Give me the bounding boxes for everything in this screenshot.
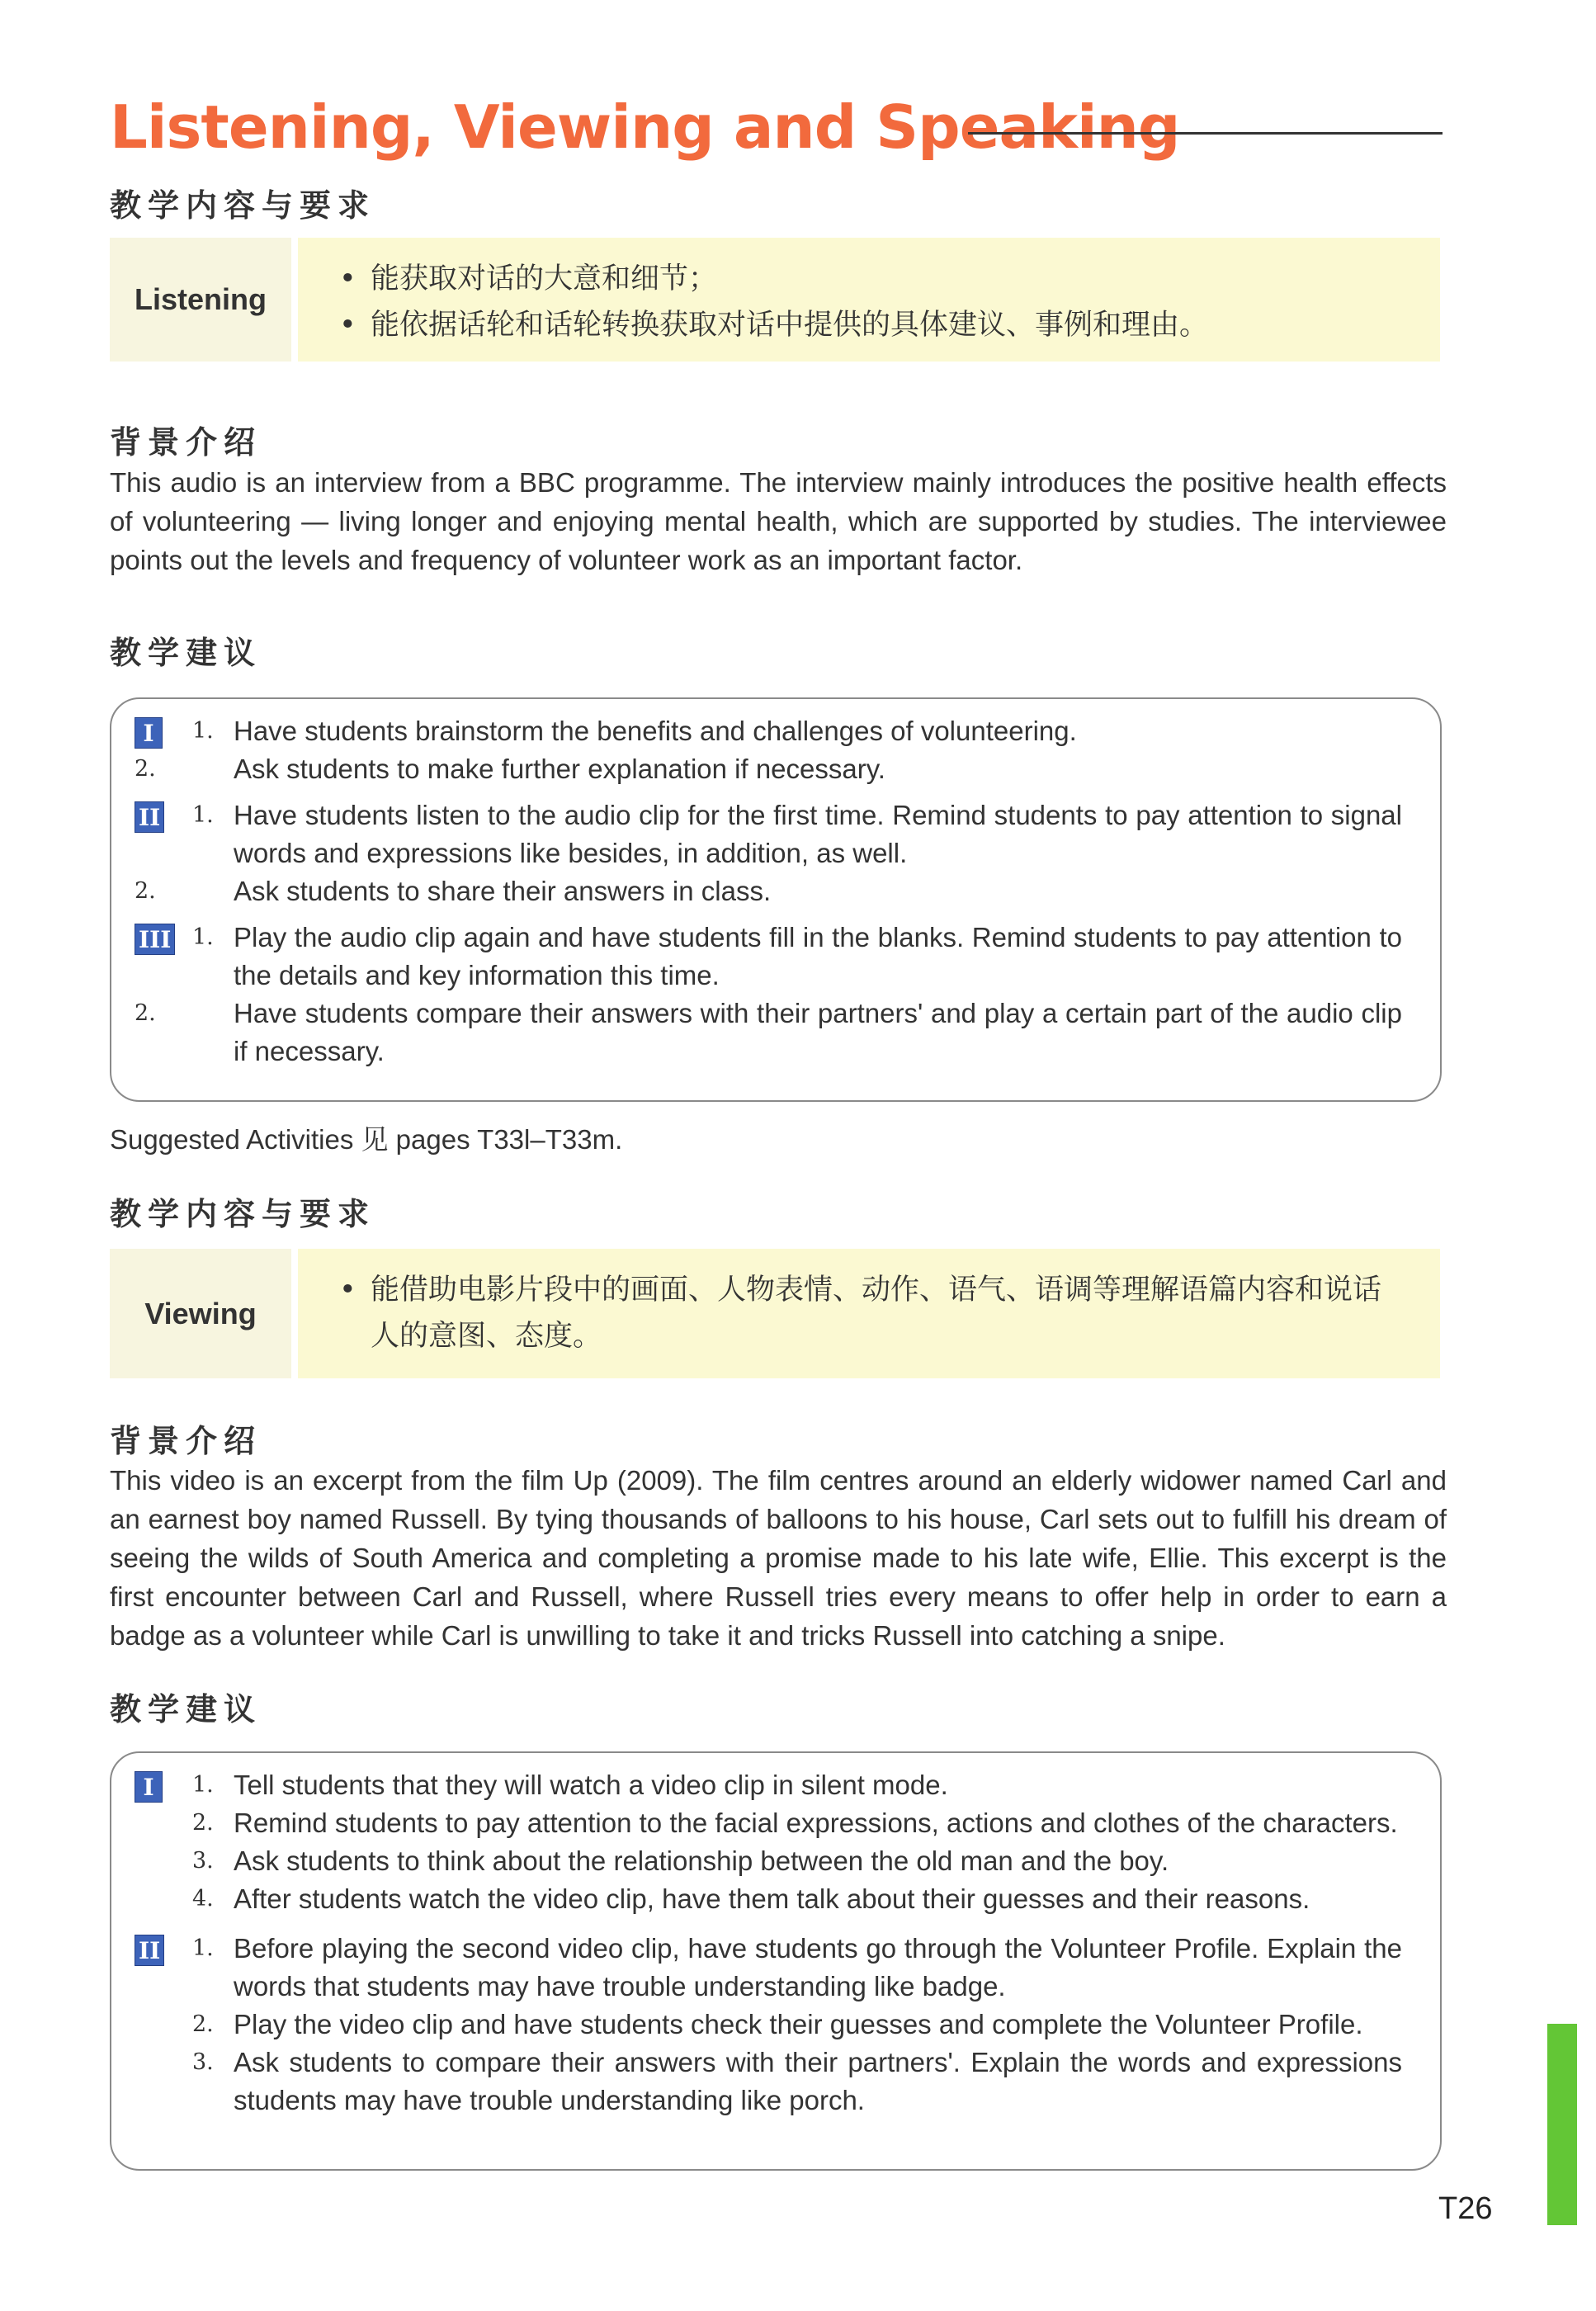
- section-tab-marker: [1547, 2024, 1577, 2225]
- viewing-requirements-table: [110, 1249, 1440, 1378]
- listening-requirements-table: [110, 238, 1440, 362]
- step-item: [192, 796, 1402, 872]
- step-text: Play the video clip and have students check their guesses and complete the Volunteer Profile.: [234, 2009, 1363, 2039]
- step-item: [192, 2006, 1402, 2044]
- listening-sug-heading: 教学建议: [110, 635, 262, 671]
- page-number: T26: [1438, 2191, 1493, 2226]
- step-number: 2.: [135, 756, 156, 782]
- step-badge: I: [135, 1771, 163, 1803]
- viewing-label: Viewing: [110, 1249, 291, 1378]
- step-item: [192, 712, 1402, 750]
- step-number: 3.: [192, 2049, 214, 2075]
- step-group: [135, 1930, 1402, 2120]
- requirement-item: • 能获取对话的大意和细节；: [339, 256, 1415, 302]
- viewing-sug-heading: 教学建议: [110, 1691, 262, 1727]
- listening-background: This audio is an interview from a BBC programme. The interview mainly introduces the positive health effects of volunteering — living longer and enjoying mental health, which are supported by studies. The interviewee points out the levels and frequency of volunteer work as an important factor.: [110, 467, 1447, 575]
- step-item: [192, 1842, 1402, 1880]
- suggested-activities: Suggested Activities 见 pages T33l–T33m.: [110, 1124, 623, 1155]
- title-row: [110, 92, 1443, 175]
- step-number: 2.: [192, 2011, 214, 2037]
- step-item: [135, 750, 1402, 788]
- step-text: Before playing the second video clip, have students go through the Volunteer Profile. Explain the words that students may have trouble understanding like badge.: [234, 1933, 1402, 2001]
- title-rule: [968, 132, 1443, 135]
- listening-bg-heading: 背景介绍: [110, 424, 262, 461]
- step-group: [135, 712, 1402, 788]
- viewing-background: This video is an excerpt from the film Up (2009). The film centres around an elderly widower named Carl and an earnest boy named Russell. By tying thousands of balloons to his house, Carl sets out to fulfill his dream of seeing the wilds of South America and completing a promise made to his late wife, Ellie. This excerpt is the first encounter between Carl and Russell, where Russell tries every means to offer help in order to earn a badge as a volunteer while Carl is unwilling to take it and tricks Russell into catching a snipe.: [110, 1465, 1447, 1651]
- step-item: [192, 1880, 1402, 1918]
- step-number: 1.: [192, 802, 214, 828]
- step-number: 1.: [192, 1935, 214, 1961]
- step-item: [192, 919, 1402, 995]
- step-number: 3.: [192, 1848, 214, 1874]
- listening-requirements: [298, 238, 1440, 362]
- step-number: 1.: [192, 924, 214, 950]
- step-group: [135, 1766, 1402, 1918]
- step-group: [135, 796, 1402, 910]
- step-number: 1.: [192, 718, 214, 744]
- step-text: Have students brainstorm the benefits and challenges of volunteering.: [234, 716, 1077, 746]
- listening-req-heading: 教学内容与要求: [110, 187, 376, 224]
- step-badge: II: [135, 1935, 164, 1966]
- step-number: 2.: [135, 878, 156, 904]
- step-text: Ask students to compare their answers with their partners'. Explain the words and expressions students may have trouble understanding like porch.: [234, 2047, 1402, 2115]
- step-item: [192, 1804, 1402, 1842]
- step-badge: III: [135, 924, 175, 955]
- requirement-item: • 能依据话轮和话轮转换获取对话中提供的具体建议、事例和理由。: [339, 302, 1415, 348]
- step-text: Have students compare their answers with their partners' and play a certain part of the audio clip if necessary.: [234, 998, 1402, 1066]
- viewing-bg-heading: 背景介绍: [110, 1423, 262, 1459]
- step-text: Ask students to think about the relationship between the old man and the boy.: [234, 1845, 1169, 1876]
- step-item: [135, 995, 1402, 1070]
- viewing-req-heading: 教学内容与要求: [110, 1196, 376, 1232]
- step-badge: I: [135, 717, 163, 749]
- step-text: Ask students to make further explanation if necessary.: [234, 754, 885, 784]
- step-text: After students watch the video clip, have them talk about their guesses and their reasons.: [234, 1883, 1310, 1914]
- step-text: Play the audio clip again and have students fill in the blanks. Remind students to pay attention to the details and key information this time.: [234, 922, 1402, 990]
- step-item: [192, 2044, 1402, 2120]
- step-item: [192, 1930, 1402, 2006]
- step-item: [192, 1766, 1402, 1804]
- page-title: Listening, Viewing and Speaking: [110, 92, 1180, 162]
- step-number: 2.: [192, 1810, 214, 1836]
- viewing-requirements: [298, 1249, 1440, 1378]
- listening-label: Listening: [110, 238, 291, 362]
- requirement-item: • 能借助电影片段中的画面、人物表情、动作、语气、语调等理解语篇内容和说话人的意图、态度。: [339, 1267, 1415, 1359]
- step-number: 2.: [135, 1000, 156, 1026]
- step-number: 1.: [192, 1772, 214, 1798]
- step-number: 4.: [192, 1886, 214, 1912]
- step-item: [135, 872, 1402, 910]
- step-group: [135, 919, 1402, 1070]
- step-text: Tell students that they will watch a video clip in silent mode.: [234, 1770, 948, 1800]
- step-text: Ask students to share their answers in class.: [234, 876, 772, 906]
- viewing-steps-box: [110, 1751, 1442, 2171]
- step-badge: II: [135, 801, 164, 833]
- step-text: Remind students to pay attention to the facial expressions, actions and clothes of the characters.: [234, 1808, 1398, 1838]
- listening-steps-box: [110, 697, 1442, 1102]
- step-text: Have students listen to the audio clip for the first time. Remind students to pay attention to signal words and expressions like besides, in addition, as well.: [234, 800, 1402, 868]
